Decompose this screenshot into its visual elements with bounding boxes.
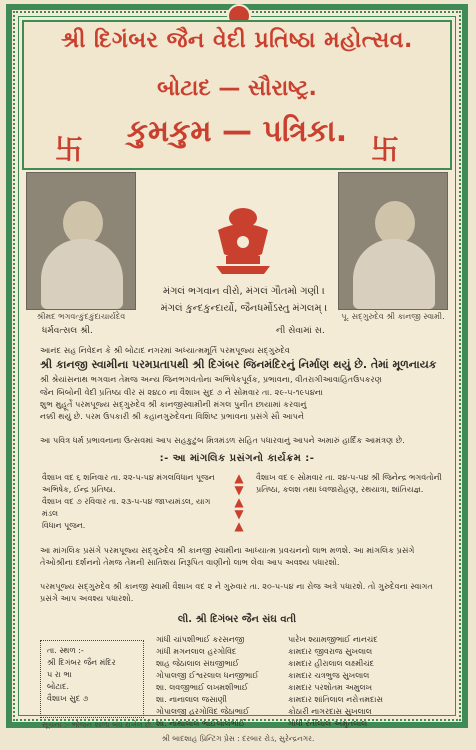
body-highlight: શ્રી કાનજી સ્વામીના પરમપ્રતાપથી શ્રી દિગંબર જિનમંદિરનું નિર્માણ થયું છે. તેમાં મૂળનાયક	[40, 358, 437, 372]
committee-name: શા. નાથાલાલ ભાઈલાલભાઈ	[156, 719, 245, 728]
committee-name: કામદાર હીરાલાલ લક્ષ્મીચંદ	[288, 659, 375, 668]
photo-left	[26, 172, 136, 310]
schedule-item: પ્રતિષ્ઠા, કલશ તથા ધ્વજારોહણ, રથયાત્રા, શાંતિયજ્ઞ.	[256, 485, 424, 494]
photo-left-caption: શ્રીમદ ભગવત્કુંદકુંદાચાર્યદેવ	[36, 312, 126, 321]
committee-name: શાહ જેઠાલાલ સંઘજીભાઈ	[156, 659, 239, 668]
address-line: વૈશાખ સુદ ૭	[47, 694, 89, 703]
mangal-line1: મંગલં ભગવાન વીરો, મંગલં ગૌતમો ગણી ।	[163, 286, 325, 297]
swastika-icon: 卐	[54, 133, 83, 166]
mangal-line2: મંગલં કુન્દકુન્દાર્યો, જૈનધર્મોઽસ્તુ મંગલમ્ ।	[160, 303, 328, 314]
printer-footer: શ્રી બાદશાહ પ્રિન્ટિંગ પ્રેસ : દરબાર રોડ, સુરેન્દ્રનગર.	[161, 734, 315, 743]
body-paragraph-3: આ પવિત્ર ધર્મ પ્રભાવનાના ઉત્સવમાં આપ સહકુટુંબ મિત્રમંડળ સહિત પધારવાનું આપને અમારું હાર્દિક આમંત્રણ છે.	[40, 435, 405, 445]
invitation-sheet	[6, 4, 468, 728]
arrow-down-icon: ▲ ▼ ▲ ▼ ▲	[234, 471, 244, 533]
committee-names-left	[156, 634, 276, 730]
committee-name: કામદાર જીવરાજ સુખલાલ	[288, 647, 373, 656]
portrait-robe	[41, 239, 123, 309]
schedule-left	[42, 472, 218, 532]
committee-name: ગોપાલજી ઈશ્વરલાલ ધનજીભાઈ	[156, 671, 259, 680]
kalash-emblem-icon	[196, 200, 290, 276]
body-line: શુભ મુહૂર્તે પરમપૂજ્ય સદ્ગુરુદેવ શ્રી કાનજીસ્વામીની મંગલ પુનીત છાયામાં કરવાનું	[40, 398, 307, 409]
closing-paragraph-2: પરમપૂજ્ય સદ્ગુરુદેવ શ્રી કાનજી સ્વામી વૈશાખ વદ ૨ ને ગુરુવાર તા. ૨૦-૫-૫૪ ના રોજ અત્રે પધારશે. તો ગુરુદેવના સ્વાગત પ્રસંગે આપ અવશ્ય પધારશો.	[40, 581, 433, 604]
body-intro: આનંદ સહ નિવેદન કે શ્રી બોટાદ નગરમાં અધ્યાત્મમૂર્તિ પરમપૂજ્ય સદ્ગુરુદેવ	[40, 345, 291, 355]
committee-name: પારેખ શ્યામજીભાઈ નાનચંદ	[288, 635, 378, 644]
address-box	[40, 640, 144, 718]
portrait-robe	[353, 239, 435, 309]
schedule-item: અભિષેક, ઈન્દ્ર પ્રતિષ્ઠા.	[42, 485, 116, 494]
schedule-right	[256, 472, 446, 496]
address-line: ૫ રા ભા	[47, 670, 72, 679]
committee-name: કામદાર શાંતિલાલ નરોત્તમદાસ	[288, 695, 383, 704]
closing-paragraph-1: આ માંગલિક પ્રસંગે પરમપૂજ્ય સદ્ગુરુદેવ શ્રી કાનજી સ્વામીના આધ્યાત્મ પ્રવચનનો લાભ મળશે. આ માંગલિક પ્રસંગે તેઓશ્રીના દર્શનનો તેમજ તેમની સાતિશય નિરૂપિત વાણીનો લાભ લેવા આપ અવશ્ય પધારશો.	[40, 545, 415, 568]
body-line: શ્રી શ્રેયાંસનાથ ભગવાન તેમજ અન્ય જિનભગવંતોના અભિષેકપૂર્વક, પ્રભાવના, વીતરાગીઆવાહિતઉપકરણ	[40, 374, 382, 385]
committee-title: લી. શ્રી દિગંબર જૈન સંઘ વતી	[177, 614, 297, 625]
salutation-left: ધર્મવત્સલ શ્રી.	[42, 326, 93, 336]
body-paragraph-1	[40, 344, 440, 422]
header-line3: કુમકુમ — પત્રિકા.	[126, 114, 348, 149]
header-line2: બોટાદ — સૌરાષ્ટ્ર.	[157, 76, 317, 101]
body-line: જેન બિંબોની વેદી પ્રતિષ્ઠા વીર સં ૨૪૮૦ ના વૈશાખ સુદ ૭ ને સોમવાર તા. ૨૯-૫-૧૯૫૪ના	[40, 386, 324, 397]
address-line: બોટાદ.	[47, 682, 70, 691]
photo-right-caption: પૂ. સદ્ગુરુદેવ શ્રી કાનજી સ્વામી.	[341, 312, 445, 321]
committee-name: શા. લવજીભાઈ લખમશીભાઈ	[156, 683, 249, 692]
schedule-item: વૈશાખ વદ ૭ રવિવાર તા. ૨૩-૫-૫૪ જાપ્યમંડલ, યાગ મંડલ	[42, 497, 211, 518]
committee-names-right	[288, 634, 438, 730]
header-line1: શ્રી દિગંબર જૈન વેદી પ્રતિષ્ઠા મહોત્સવ.	[61, 28, 413, 53]
schedule-title: :- આ માંગલિક પ્રસંગનો કાર્યક્રમ :-	[159, 453, 315, 464]
committee-name: કામદાર ચત્રભુજ સુખલાલ	[288, 671, 370, 680]
body-line: નક્કી થયું છે. પરમ ઉપકારી શ્રી કહાનગુરુદેવના વિશિષ્ટ પ્રભાવના પ્રસંગે સૌ આપને	[40, 411, 305, 422]
committee-name: કામદાર પરશોતમ અમુલખ	[288, 683, 373, 692]
address-line: તા. સ્થળ :-	[47, 646, 84, 655]
committee-name: ગાંધી મગનલાલ હરગોવિંદ	[156, 647, 237, 656]
schedule-item: વૈશાખ વદ ૯ સોમવાર તા. ૨૪-૫-૫૪ શ્રી જિનેન્દ્ર ભગવંતોની	[256, 473, 442, 482]
salutation-right: ની સેવામાં સ.	[276, 326, 325, 336]
schedule-item: વિધાન પૂજન.	[42, 521, 86, 530]
committee-name: ગાંધી રતીલાલ અમૃતલાલ	[288, 719, 368, 728]
committee-name: ગોપાલજી હરગોવિંદ જેઠાભાઈ	[156, 707, 250, 716]
note-text: સૂચના :- ભોજન શાળા બંધ રાખેલ છે.	[42, 720, 154, 729]
schedule-item: વૈશાખ વદ ૬ શનિવાર તા. ૨૨-૫-૫૪ મંગલવિધાન પૂજન	[42, 473, 215, 482]
committee-name: ગાંધી ચાંપશીભાઈ કરસનજી	[156, 635, 245, 644]
committee-name: શા. નાનાલાલ જસાણી	[156, 695, 227, 704]
address-line: શ્રી દિગંબર જૈન મંદિર	[47, 658, 116, 667]
swastika-icon: 卐	[370, 133, 399, 166]
committee-name: કોઠારી નાગરદાસ સુખલાલ	[288, 707, 372, 716]
